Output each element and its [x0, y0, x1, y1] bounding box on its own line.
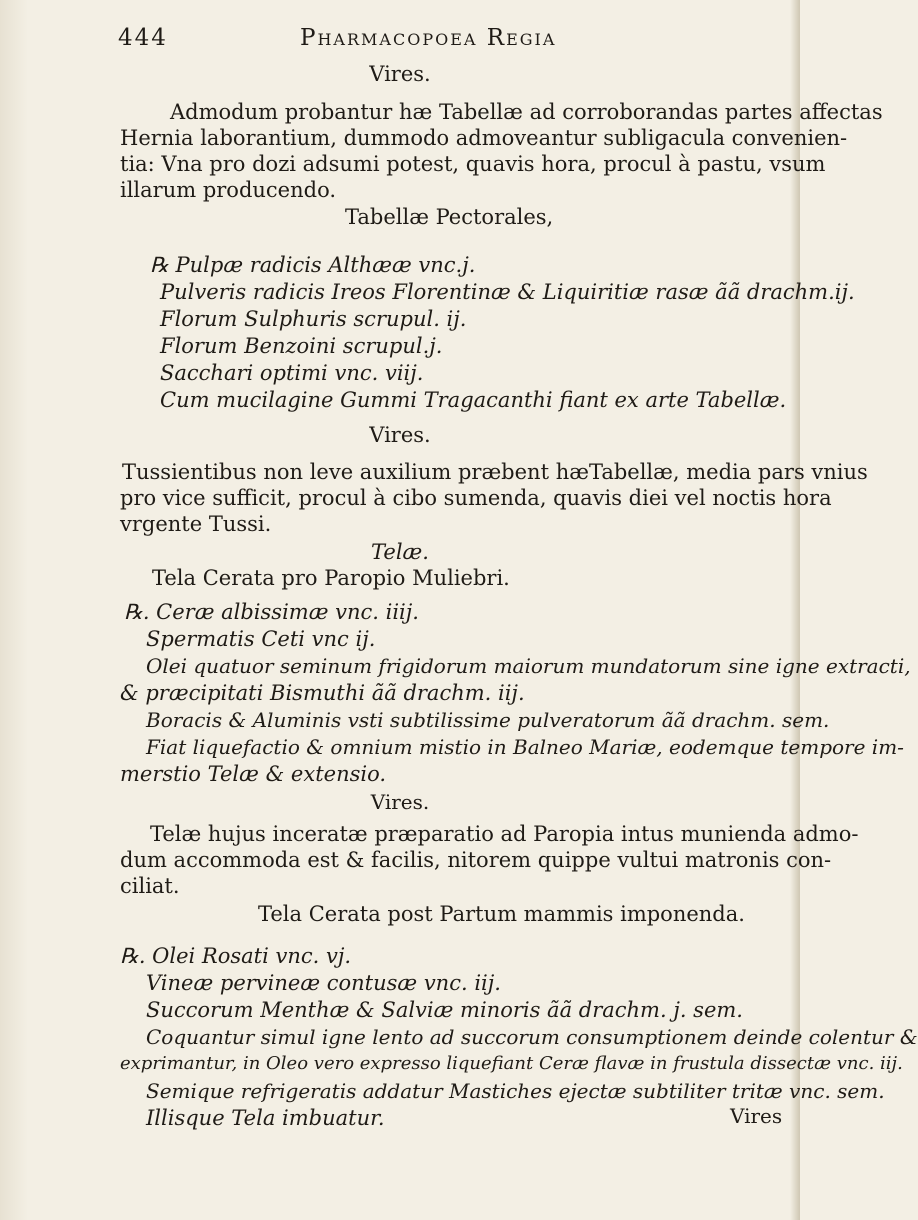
recipe3-line-1: ℞. Olei Rosati vnc. vj. — [120, 944, 352, 968]
recipe2-line-4: & præcipitati Bismuthi ãã drachm. iij. — [120, 681, 525, 705]
recipe3-line-5: exprimantur, in Oleo vero expresso liquefiant Ceræ flavæ in frustula dissectæ vnc. iij. — [120, 1053, 903, 1074]
p2-line-1: Tussientibus non leve auxilium præbent hæTabellæ, media pars vnius — [122, 460, 868, 484]
recipe1-line-3: Florum Sulphuris scrupul. ij. — [160, 307, 467, 331]
recipe3-line-3: Succorum Menthæ & Salviæ minoris ãã drachm. j. sem. — [146, 998, 743, 1022]
heading-vires-1: Vires. — [369, 62, 431, 86]
heading-tabellae-pectorales: Tabellæ Pectorales, — [345, 205, 554, 229]
recipe2-line-6: Fiat liquefactio & omnium mistio in Balneo Mariæ, eodemque tempore im- — [146, 735, 904, 759]
recipe2-line-3: Olei quatuor seminum frigidorum maiorum mundatorum sine igne extracti, — [146, 654, 911, 678]
p1-line-4: illarum producendo. — [120, 178, 337, 202]
recipe3-line-7: Illisque Tela imbuatur. — [146, 1106, 385, 1130]
page-gutter — [0, 0, 28, 1220]
recipe1-line-4: Florum Benzoini scrupul.j. — [160, 334, 443, 358]
recipe1-line-1: ℞ Pulpæ radicis Althææ vnc.j. — [150, 253, 476, 277]
p1-line-3: tia: Vna pro dozi adsumi potest, quavis hora, procul à pastu, vsum — [120, 152, 826, 176]
recipe2-line-1: ℞. Ceræ albissimæ vnc. iiij. — [124, 600, 419, 624]
p2-line-3: vrgente Tussi. — [120, 512, 272, 536]
heading-vires-3: Vires. — [370, 790, 430, 814]
recipe1-line-5: Sacchari optimi vnc. viij. — [160, 361, 424, 385]
p1-line-1: Admodum probantur hæ Tabellæ ad corroborandas partes affectas — [170, 100, 883, 124]
p3-line-2: dum accommoda est & facilis, nitorem quippe vultui matronis con- — [120, 848, 832, 872]
recipe1-line-6: Cum mucilagine Gummi Tragacanthi fiant ex arte Tabellæ. — [160, 388, 787, 412]
heading-telae: Telæ. — [371, 540, 429, 564]
recipe2-line-2: Spermatis Ceti vnc ij. — [146, 627, 376, 651]
running-title: Pharmacopoea Regia — [300, 25, 557, 51]
recipe3-line-2: Vineæ pervineæ contusæ vnc. iij. — [146, 971, 501, 995]
recipe3-line-6: Semique refrigeratis addatur Mastiches ejectæ subtiliter tritæ vnc. sem. — [146, 1079, 885, 1103]
p3-line-1: Telæ hujus inceratæ præparatio ad Paropia intus munienda admo- — [150, 822, 859, 846]
recipe2-line-5: Boracis & Aluminis vsti subtilissime pulveratorum ãã drachm. sem. — [146, 708, 830, 732]
recipe2-line-7: merstio Telæ & extensio. — [120, 762, 387, 786]
p2-line-2: pro vice sufficit, procul à cibo sumenda, quavis diei vel noctis hora — [120, 486, 832, 510]
page-number: 444 — [118, 25, 168, 51]
heading-tela-cerata: Tela Cerata pro Paropio Muliebri. — [152, 566, 510, 590]
heading-tela-post-partum: Tela Cerata post Partum mammis imponenda. — [258, 902, 745, 926]
catchword: Vires — [730, 1104, 783, 1128]
recipe3-line-4: Coquantur simul igne lento ad succorum consumptionem deinde colentur & — [146, 1025, 918, 1049]
p3-line-3: ciliat. — [120, 874, 180, 898]
p1-line-2: Hernia laborantium, dummodo admoveantur subligacula convenien- — [120, 126, 848, 150]
recipe1-line-2: Pulveris radicis Ireos Florentinæ & Liquiritiæ rasæ ãã drachm.ij. — [160, 280, 855, 304]
heading-vires-2: Vires. — [369, 423, 431, 447]
